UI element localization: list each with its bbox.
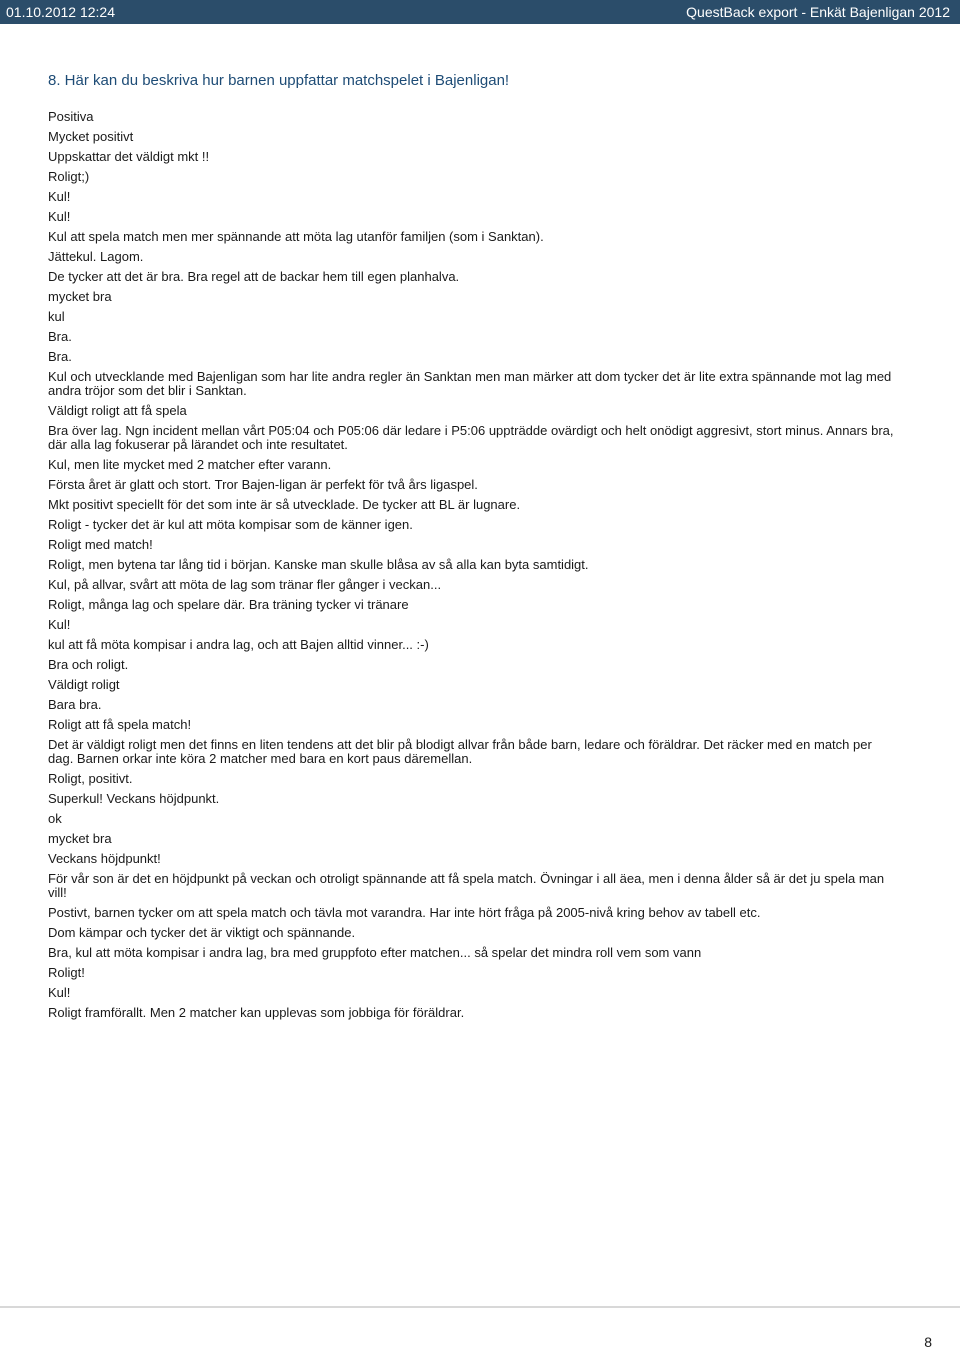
answer-list — [48, 110, 898, 1026]
answer-item: mycket bra — [48, 289, 112, 304]
answer-item: Mycket positivt — [48, 129, 134, 144]
answer-item: Uppskattar det väldigt mkt !! — [48, 149, 210, 164]
question-heading: 8. Här kan du beskriva hur barnen uppfattar matchspelet i Bajenligan! — [48, 72, 510, 89]
answer-item: Bra. — [48, 349, 72, 364]
answer-item: Kul och utvecklande med Bajenligan som har lite andra regler än Sanktan men man märker att dom tycker det är lite extra spännande mot lag med andra tröjor som det blir i Sanktan. — [48, 369, 892, 398]
answer-item: Positiva — [48, 109, 94, 124]
answer-item: ok — [48, 811, 62, 826]
answer-item: mycket bra — [48, 831, 112, 846]
answer-item: Roligt - tycker det är kul att möta kompisar som de känner igen. — [48, 517, 413, 532]
answer-item: Roligt framförallt. Men 2 matcher kan upplevas som jobbiga för föräldrar. — [48, 1005, 465, 1020]
answer-item: Kul! — [48, 985, 71, 1000]
answer-item: kul att få möta kompisar i andra lag, och att Bajen alltid vinner... :-) — [48, 637, 429, 652]
answer-item: Roligt, men bytena tar lång tid i början. Kanske man skulle blåsa av så alla kan byta samtidigt. — [48, 557, 589, 572]
answer-item: kul — [48, 309, 65, 324]
answer-item: Postivt, barnen tycker om att spela match och tävla mot varandra. Har inte hört fråga på 2005-nivå kring behov av tabell etc. — [48, 905, 761, 920]
answer-item: Roligt med match! — [48, 537, 153, 552]
answer-item: För vår son är det en höjdpunkt på veckan och otroligt spännande att få spela match. Övningar i all äea, men i denna ålder så är det ju spela man vill! — [48, 871, 885, 900]
answer-item: Bra och roligt. — [48, 657, 129, 672]
answer-item: Superkul! Veckans höjdpunkt. — [48, 791, 220, 806]
answer-item: Kul att spela match men mer spännande att möta lag utanför familjen (som i Sanktan). — [48, 229, 544, 244]
answer-item: Roligt! — [48, 965, 85, 980]
document-title: QuestBack export - Enkät Bajenligan 2012 — [686, 4, 950, 20]
answer-item: Bra över lag. Ngn incident mellan vårt P05:04 och P05:06 där ledare i P5:06 uppträdde ovärdigt och helt onödigt aggresivt, stort minus. Annars bra, där alla lag fokuserar på lärandet och inte resultatet. — [48, 423, 894, 452]
answer-item: Väldigt roligt att få spela — [48, 403, 187, 418]
answer-item: Bra. — [48, 329, 72, 344]
answer-item: Veckans höjdpunkt! — [48, 851, 161, 866]
answer-item: Kul! — [48, 617, 71, 632]
footer-divider — [0, 1306, 960, 1308]
answer-item: Roligt, positivt. — [48, 771, 133, 786]
answer-item: Väldigt roligt — [48, 677, 120, 692]
answer-item: Kul! — [48, 189, 71, 204]
page-header — [0, 0, 960, 24]
answer-item: Dom kämpar och tycker det är viktigt och spännande. — [48, 925, 356, 940]
answer-item: Roligt;) — [48, 169, 90, 184]
answer-item: Bra, kul att möta kompisar i andra lag, bra med gruppfoto efter matchen... så spelar det mindra roll vem som vann — [48, 945, 702, 960]
answer-item: Mkt positivt speciellt för det som inte är så utvecklade. De tycker att BL är lugnare. — [48, 497, 521, 512]
answer-item: De tycker att det är bra. Bra regel att de backar hem till egen planhalva. — [48, 269, 460, 284]
answer-item: Roligt att få spela match! — [48, 717, 192, 732]
answer-item: Roligt, många lag och spelare där. Bra träning tycker vi tränare — [48, 597, 409, 612]
answer-item: Första året är glatt och stort. Tror Bajen-ligan är perfekt för två års ligaspel. — [48, 477, 478, 492]
export-date: 01.10.2012 12:24 — [6, 4, 115, 20]
answer-item: Jättekul. Lagom. — [48, 249, 144, 264]
answer-item: Det är väldigt roligt men det finns en liten tendens att det blir på blodigt allvar från både barn, ledare och föräldrar. Det räcker med en match per dag. Barnen orkar inte köra 2 matcher med bara en kort paus däremellan. — [48, 737, 872, 766]
page-number: 8 — [924, 1334, 932, 1350]
answer-item: Kul, på allvar, svårt att möta de lag som tränar fler gånger i veckan... — [48, 577, 442, 592]
answer-item: Kul, men lite mycket med 2 matcher efter varann. — [48, 457, 332, 472]
answer-item: Kul! — [48, 209, 71, 224]
answer-item: Bara bra. — [48, 697, 102, 712]
